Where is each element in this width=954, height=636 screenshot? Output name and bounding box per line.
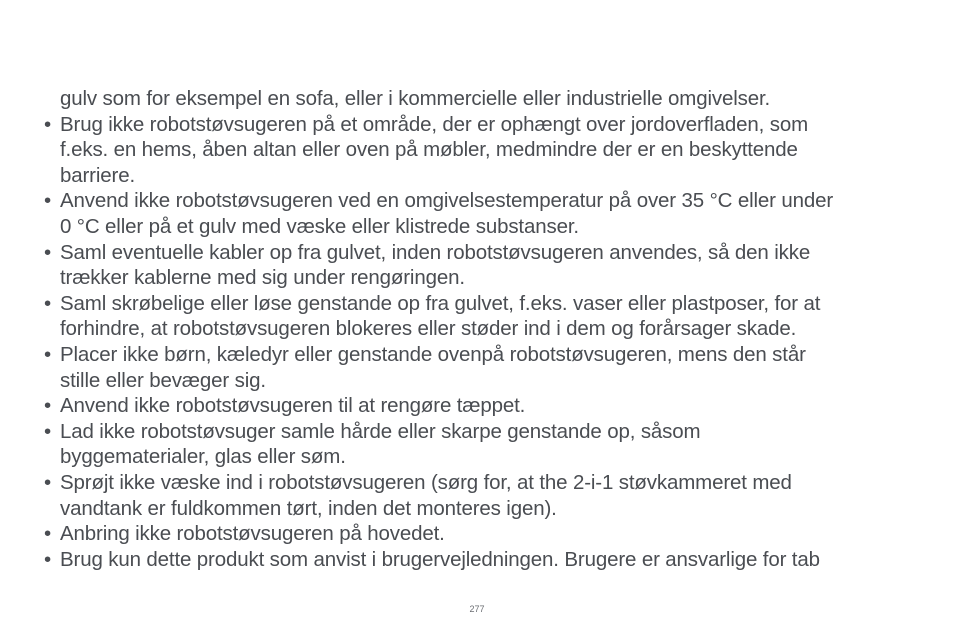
list-item-text-line: Lad ikke robotstøvsuger samle hårde eller skarpe genstande op, såsom [60,419,701,443]
list-item-text-line: Brug ikke robotstøvsugeren på et område, der er ophængt over jordoverfladen, som [60,112,809,136]
list-item [44,188,924,239]
list-item [44,419,924,470]
list-item-text-line: vandtank er fuldkommen tørt, inden det monteres igen). [60,496,557,520]
continuation-line: gulv som for eksempel en sofa, eller i kommercielle eller industrielle omgivelser. [60,87,771,110]
list-item [44,521,924,547]
list-item-text-line: trækker kablerne med sig under rengøringen. [60,266,465,290]
bullet-icon: • [44,291,52,315]
page-number: 277 [469,604,485,614]
bullet-icon: • [44,547,52,571]
list-item-text-line: forhindre, at robotstøvsugeren blokeres eller støder ind i dem og forårsager skade. [60,317,797,341]
bullet-icon: • [44,522,52,546]
list-item-text-line: Anbring ikke robotstøvsugeren på hovedet. [60,522,445,546]
page-body [44,86,924,572]
list-item-text-line: byggematerialer, glas eller søm. [60,445,346,469]
bullet-icon: • [44,470,52,494]
list-item-text-line: barriere. [60,163,135,187]
list-item-text-line: Anvend ikke robotstøvsugeren ved en omgivelsestemperatur på over 35 °C eller under [60,189,834,213]
bullet-icon: • [44,240,52,264]
list-item-text-line: stille eller bevæger sig. [60,368,266,392]
list-item [44,240,924,291]
list-item [44,547,924,573]
list-item [44,342,924,393]
bullet-icon: • [44,419,52,443]
list-item-text-line: Sprøjt ikke væske ind i robotstøvsugeren (sørg for, at the 2-i-1 støvkammeret med [60,470,792,494]
safety-bullet-list [44,112,924,573]
bullet-icon: • [44,112,52,136]
list-item-text-line: Anvend ikke robotstøvsugeren til at rengøre tæppet. [60,394,526,418]
bullet-icon: • [44,394,52,418]
bullet-icon: • [44,342,52,366]
list-item [44,393,924,419]
list-item-text-line: Placer ikke børn, kæledyr eller genstande ovenpå robotstøvsugeren, mens den står [60,342,806,366]
list-item-text-line: Brug kun dette produkt som anvist i brugervejledningen. Brugere er ansvarlige for tab [60,547,820,571]
list-item [44,112,924,189]
list-item-text-line: Saml eventuelle kabler op fra gulvet, inden robotstøvsugeren anvendes, så den ikke [60,240,811,264]
list-item-text-line: Saml skrøbelige eller løse genstande op fra gulvet, f.eks. vaser eller plastposer, for at [60,291,821,315]
list-item-text-line: f.eks. en hems, åben altan eller oven på møbler, medmindre der er en beskyttende [60,138,798,162]
bullet-icon: • [44,189,52,213]
list-item [44,291,924,342]
list-item [44,470,924,521]
list-item-text-line: 0 °C eller på et gulv med væske eller klistrede substanser. [60,214,579,238]
